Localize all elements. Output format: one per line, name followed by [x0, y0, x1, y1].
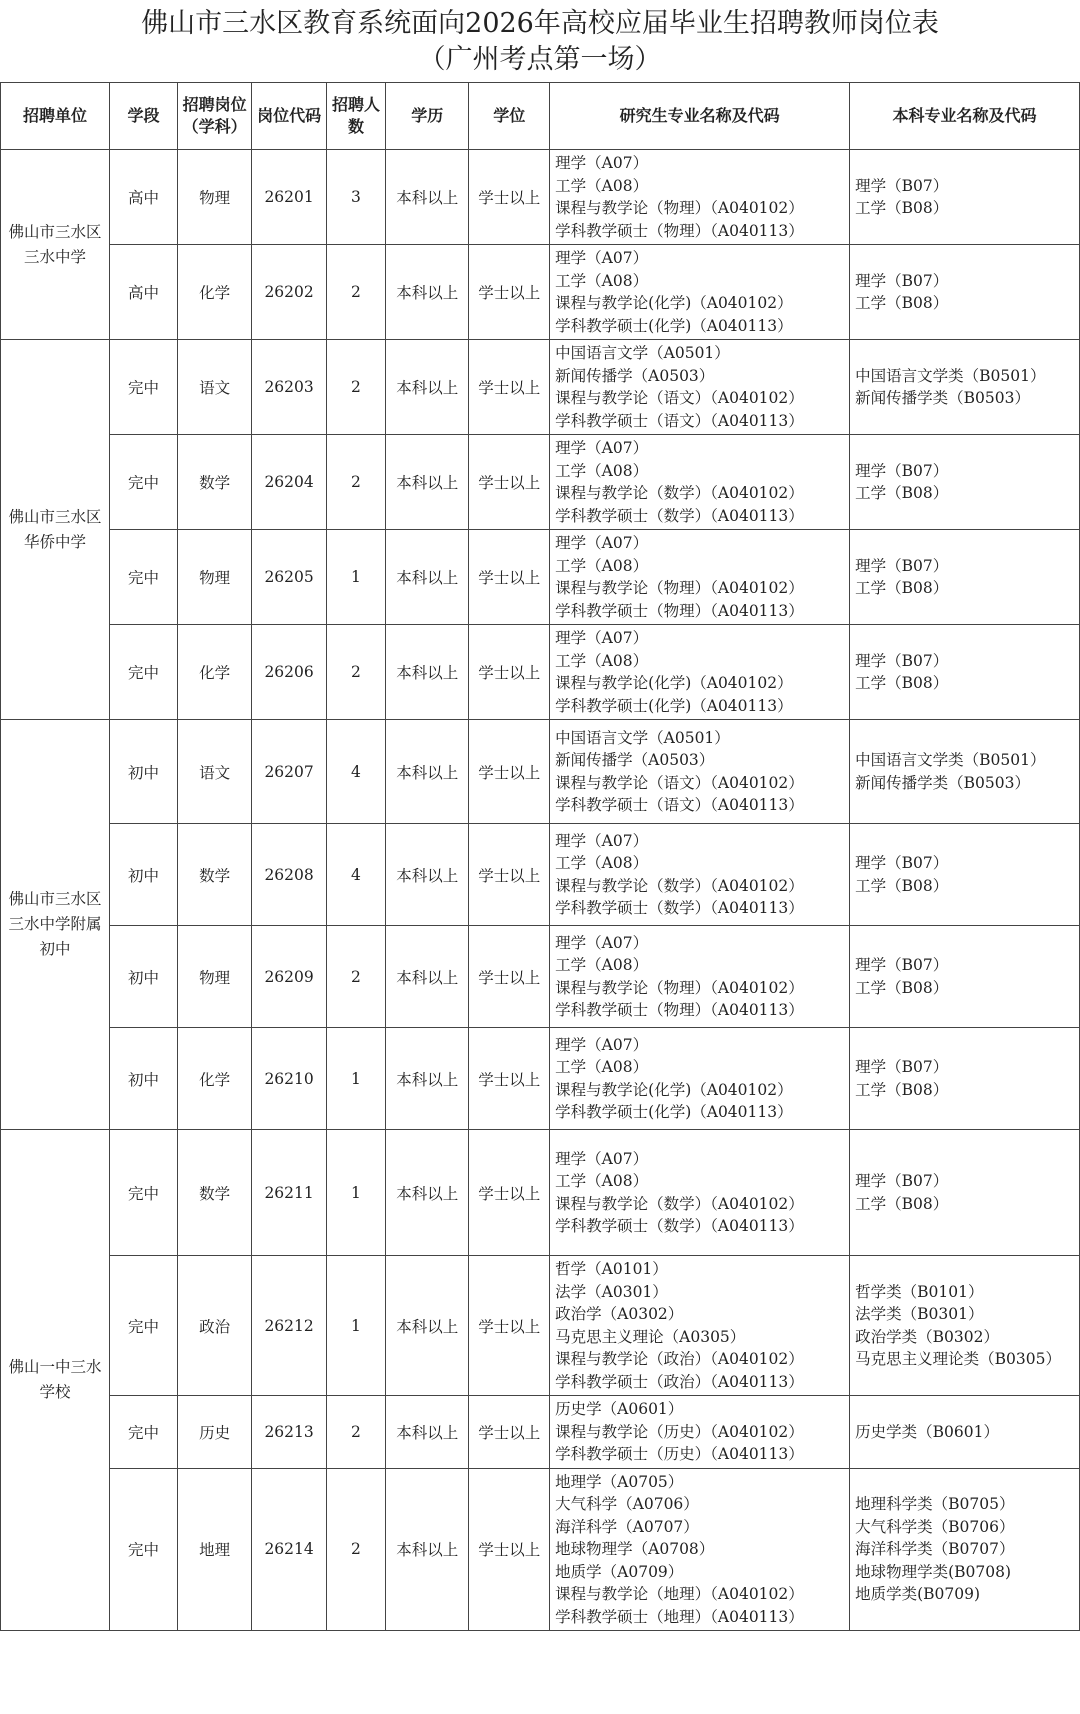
cell-count: 2 [326, 1396, 385, 1469]
major-item: 理学（A07） [555, 831, 649, 850]
cell-degree: 学士以上 [469, 1468, 550, 1631]
major-item: 理学（B07） [855, 556, 949, 575]
major-item: 课程与教学论（数学）（A040102） [555, 484, 804, 502]
major-item: 法学类（B0301） [855, 1305, 984, 1323]
cell-stage: 初中 [109, 720, 177, 824]
cell-undergraduate-majors [850, 340, 1080, 435]
cell-graduate-majors [550, 926, 850, 1028]
major-item: 学科教学硕士(化学)（A040113） [555, 696, 793, 715]
cell-degree: 学士以上 [469, 530, 550, 625]
cell-edu: 本科以上 [386, 530, 469, 625]
major-item: 工学（B08） [855, 579, 949, 597]
cell-subject: 政治 [177, 1256, 251, 1396]
cell-subject: 物理 [177, 926, 251, 1028]
cell-code: 26207 [252, 720, 326, 824]
major-item: 学科教学硕士（数学）（A040113） [555, 899, 804, 917]
major-item: 学科教学硕士（物理）（A040113） [555, 221, 804, 240]
cell-undergraduate-majors [850, 1468, 1080, 1631]
cell-undergraduate-majors [850, 245, 1080, 340]
table-row [1, 435, 1080, 530]
major-item: 课程与教学论（语文）（A040102） [555, 773, 804, 792]
unit-name: 佛山市三水区三水中学附属初中 [1, 720, 110, 1130]
cell-count: 4 [326, 720, 385, 824]
cell-edu: 本科以上 [386, 824, 469, 926]
header-row [1, 83, 1080, 150]
cell-code: 26210 [252, 1028, 326, 1130]
table-row [1, 1256, 1080, 1396]
table-row [1, 720, 1080, 824]
major-item: 中国语言文学类（B0501） [855, 751, 1046, 769]
cell-stage: 完中 [109, 435, 177, 530]
cell-edu: 本科以上 [386, 1396, 469, 1469]
table-row [1, 1028, 1080, 1130]
cell-stage: 完中 [109, 1468, 177, 1631]
major-item: 马克思主义理论（A0305） [555, 1327, 746, 1346]
major-item: 课程与教学论（物理）（A040102） [555, 579, 804, 597]
cell-count: 2 [326, 435, 385, 530]
major-item: 学科教学硕士（政治）（A040113） [555, 1372, 804, 1391]
cell-undergraduate-majors [850, 530, 1080, 625]
cell-count: 2 [326, 245, 385, 340]
major-item: 新闻传播学（A0503） [555, 751, 715, 769]
cell-count: 1 [326, 1256, 385, 1396]
major-item: 地球物理学（A0708） [555, 1540, 715, 1558]
cell-code: 26206 [252, 625, 326, 720]
major-item: 理学（A07） [555, 629, 649, 647]
cell-undergraduate-majors [850, 150, 1080, 245]
major-item: 课程与教学论（地理）（A040102） [555, 1585, 804, 1603]
cell-graduate-majors [550, 530, 850, 625]
major-item: 理学（A07） [555, 933, 649, 952]
major-item: 中国语言文学类（B0501） [855, 366, 1046, 385]
cell-edu: 本科以上 [386, 926, 469, 1028]
cell-stage: 初中 [109, 926, 177, 1028]
cell-subject: 化学 [177, 245, 251, 340]
major-item: 学科教学硕士（语文）（A040113） [555, 411, 804, 430]
cell-subject: 化学 [177, 625, 251, 720]
cell-stage: 完中 [109, 340, 177, 435]
cell-subject: 历史 [177, 1396, 251, 1469]
cell-code: 26203 [252, 340, 326, 435]
page-title [0, 0, 1080, 82]
cell-graduate-majors [550, 245, 850, 340]
major-item: 理学（B07） [855, 1058, 949, 1076]
cell-undergraduate-majors [850, 435, 1080, 530]
cell-graduate-majors [550, 1028, 850, 1130]
major-item: 理学（B07） [855, 176, 949, 195]
cell-degree: 学士以上 [469, 1396, 550, 1469]
header-subject: 招聘岗位（学科） [177, 83, 251, 150]
header-count: 招聘人数 [326, 83, 385, 150]
major-item: 理学（B07） [855, 271, 949, 290]
major-item: 课程与教学论(化学)（A040102） [555, 1080, 793, 1099]
major-item: 工学（B08） [855, 1080, 949, 1099]
cell-stage: 完中 [109, 530, 177, 625]
major-item: 历史学（A0601） [555, 1400, 684, 1418]
major-item: 理学（B07） [855, 1172, 949, 1190]
major-item: 课程与教学论（物理）（A040102） [555, 199, 804, 217]
major-item: 学科教学硕士（语文）（A040113） [555, 796, 804, 814]
unit-name: 佛山一中三水学校 [1, 1130, 110, 1631]
cell-degree: 学士以上 [469, 150, 550, 245]
major-item: 新闻传播学类（B0503） [855, 389, 1030, 407]
major-item: 学科教学硕士（数学）（A040113） [555, 506, 804, 525]
header-graduate-major: 研究生专业名称及代码 [550, 83, 850, 150]
cell-undergraduate-majors [850, 1130, 1080, 1256]
major-item: 海洋科学（A0707） [555, 1517, 699, 1536]
cell-degree: 学士以上 [469, 1256, 550, 1396]
header-stage: 学段 [109, 83, 177, 150]
major-item: 课程与教学论(化学)（A040102） [555, 674, 793, 692]
major-item: 法学（A0301） [555, 1282, 668, 1301]
major-item: 工学（A08） [555, 176, 649, 195]
table-row [1, 1130, 1080, 1256]
cell-code: 26209 [252, 926, 326, 1028]
cell-stage: 完中 [109, 1256, 177, 1396]
cell-undergraduate-majors [850, 1256, 1080, 1396]
major-item: 课程与教学论（物理）（A040102） [555, 978, 804, 997]
cell-stage: 初中 [109, 1028, 177, 1130]
cell-graduate-majors [550, 625, 850, 720]
cell-subject: 语文 [177, 720, 251, 824]
cell-stage: 完中 [109, 1396, 177, 1469]
cell-code: 26208 [252, 824, 326, 926]
cell-subject: 物理 [177, 150, 251, 245]
major-item: 理学（B07） [855, 651, 949, 670]
major-item: 理学（A07） [555, 154, 649, 172]
major-item: 理学（A07） [555, 249, 649, 267]
cell-edu: 本科以上 [386, 150, 469, 245]
unit-name: 佛山市三水区三水中学 [1, 150, 110, 340]
major-item: 工学（B08） [855, 978, 949, 997]
header-undergraduate-major: 本科专业名称及代码 [850, 83, 1080, 150]
major-item: 工学（B08） [855, 1194, 949, 1213]
cell-subject: 地理 [177, 1468, 251, 1631]
cell-stage: 完中 [109, 625, 177, 720]
cell-stage: 完中 [109, 1130, 177, 1256]
table-row [1, 1468, 1080, 1631]
major-item: 工学（A08） [555, 1172, 649, 1190]
cell-degree: 学士以上 [469, 1028, 550, 1130]
major-item: 哲学（A0101） [555, 1260, 668, 1278]
major-item: 课程与教学论(化学)（A040102） [555, 294, 793, 312]
major-item: 工学（B08） [855, 199, 949, 217]
major-item: 大气科学（A0706） [555, 1495, 699, 1513]
table-row [1, 1396, 1080, 1469]
major-item: 工学（B08） [855, 674, 949, 692]
cell-edu: 本科以上 [386, 1130, 469, 1256]
cell-code: 26214 [252, 1468, 326, 1631]
title-line-1: 佛山市三水区教育系统面向2026年高校应届毕业生招聘教师岗位表 [141, 8, 939, 39]
major-item: 大气科学类（B0706） [855, 1517, 1015, 1536]
cell-code: 26211 [252, 1130, 326, 1256]
title-line-2: （广州考点第一场） [418, 44, 662, 75]
cell-graduate-majors [550, 720, 850, 824]
cell-graduate-majors [550, 1130, 850, 1256]
major-item: 工学（A08） [555, 956, 649, 974]
table-row [1, 340, 1080, 435]
table-row [1, 625, 1080, 720]
cell-undergraduate-majors [850, 720, 1080, 824]
major-item: 课程与教学论（历史）（A040102） [555, 1422, 804, 1441]
cell-count: 1 [326, 530, 385, 625]
header-education: 学历 [386, 83, 469, 150]
cell-undergraduate-majors [850, 824, 1080, 926]
cell-graduate-majors [550, 1468, 850, 1631]
major-item: 学科教学硕士(化学)（A040113） [555, 316, 793, 335]
major-item: 地质学类(B0709) [855, 1585, 981, 1603]
cell-edu: 本科以上 [386, 435, 469, 530]
cell-subject: 语文 [177, 340, 251, 435]
major-item: 历史学类（B0601） [855, 1422, 999, 1441]
cell-count: 2 [326, 1468, 385, 1631]
cell-count: 2 [326, 926, 385, 1028]
major-item: 地质学（A0709） [555, 1562, 684, 1581]
cell-edu: 本科以上 [386, 245, 469, 340]
cell-undergraduate-majors [850, 1396, 1080, 1469]
cell-code: 26205 [252, 530, 326, 625]
cell-stage: 高中 [109, 245, 177, 340]
cell-undergraduate-majors [850, 625, 1080, 720]
major-item: 政治学类（B0302） [855, 1327, 999, 1346]
cell-subject: 数学 [177, 1130, 251, 1256]
cell-degree: 学士以上 [469, 824, 550, 926]
major-item: 学科教学硕士（地理）（A040113） [555, 1607, 804, 1626]
major-item: 工学（A08） [555, 556, 649, 575]
cell-graduate-majors [550, 435, 850, 530]
cell-subject: 化学 [177, 1028, 251, 1130]
cell-code: 26213 [252, 1396, 326, 1469]
cell-subject: 数学 [177, 435, 251, 530]
cell-subject: 数学 [177, 824, 251, 926]
major-item: 学科教学硕士（数学）（A040113） [555, 1217, 804, 1235]
cell-stage: 初中 [109, 824, 177, 926]
cell-graduate-majors [550, 1256, 850, 1396]
cell-graduate-majors [550, 150, 850, 245]
cell-undergraduate-majors [850, 1028, 1080, 1130]
major-item: 理学（A07） [555, 534, 649, 552]
cell-edu: 本科以上 [386, 720, 469, 824]
major-item: 理学（B07） [855, 461, 949, 480]
header-code: 岗位代码 [252, 83, 326, 150]
major-item: 新闻传播学（A0503） [555, 366, 715, 385]
major-item: 理学（B07） [855, 854, 949, 872]
major-item: 学科教学硕士（物理）（A040113） [555, 601, 804, 620]
major-item: 地球物理学类(B0708) [855, 1562, 1012, 1581]
cell-edu: 本科以上 [386, 1256, 469, 1396]
table-row [1, 824, 1080, 926]
cell-code: 26212 [252, 1256, 326, 1396]
major-item: 课程与教学论（数学）（A040102） [555, 1194, 804, 1213]
table-row [1, 926, 1080, 1028]
cell-count: 1 [326, 1028, 385, 1130]
cell-degree: 学士以上 [469, 720, 550, 824]
major-item: 工学（B08） [855, 876, 949, 895]
cell-edu: 本科以上 [386, 340, 469, 435]
major-item: 工学（A08） [555, 1058, 649, 1076]
table-row [1, 150, 1080, 245]
table-row [1, 245, 1080, 340]
major-item: 马克思主义理论类（B0305） [855, 1350, 1061, 1368]
major-item: 地理科学类（B0705） [855, 1495, 1015, 1513]
cell-degree: 学士以上 [469, 245, 550, 340]
major-item: 工学（B08） [855, 294, 949, 312]
header-degree: 学位 [469, 83, 550, 150]
cell-count: 3 [326, 150, 385, 245]
table-row [1, 530, 1080, 625]
cell-degree: 学士以上 [469, 926, 550, 1028]
cell-code: 26204 [252, 435, 326, 530]
major-item: 理学（B07） [855, 956, 949, 974]
major-item: 课程与教学论（数学）（A040102） [555, 876, 804, 895]
cell-graduate-majors [550, 824, 850, 926]
major-item: 海洋科学类（B0707） [855, 1540, 1015, 1558]
major-item: 课程与教学论（政治）（A040102） [555, 1350, 804, 1368]
major-item: 工学（A08） [555, 461, 649, 480]
major-item: 中国语言文学（A0501） [555, 344, 730, 362]
cell-edu: 本科以上 [386, 1468, 469, 1631]
unit-name: 佛山市三水区华侨中学 [1, 340, 110, 720]
cell-stage: 高中 [109, 150, 177, 245]
major-item: 课程与教学论（语文）（A040102） [555, 389, 804, 407]
header-unit: 招聘单位 [1, 83, 110, 150]
major-item: 工学（A08） [555, 271, 649, 290]
cell-degree: 学士以上 [469, 625, 550, 720]
major-item: 工学（A08） [555, 854, 649, 872]
cell-code: 26202 [252, 245, 326, 340]
major-item: 地理学（A0705） [555, 1472, 684, 1491]
major-item: 哲学类（B0101） [855, 1282, 984, 1301]
cell-degree: 学士以上 [469, 1130, 550, 1256]
major-item: 中国语言文学（A0501） [555, 728, 730, 747]
major-item: 新闻传播学类（B0503） [855, 773, 1030, 792]
major-item: 工学（A08） [555, 651, 649, 670]
cell-edu: 本科以上 [386, 1028, 469, 1130]
cell-edu: 本科以上 [386, 625, 469, 720]
major-item: 学科教学硕士（历史）（A040113） [555, 1445, 804, 1463]
cell-count: 1 [326, 1130, 385, 1256]
cell-degree: 学士以上 [469, 435, 550, 530]
major-item: 理学（A07） [555, 1035, 649, 1054]
cell-degree: 学士以上 [469, 340, 550, 435]
cell-graduate-majors [550, 1396, 850, 1469]
major-item: 工学（B08） [855, 484, 949, 502]
cell-count: 4 [326, 824, 385, 926]
major-item: 政治学（A0302） [555, 1305, 684, 1323]
cell-count: 2 [326, 625, 385, 720]
cell-undergraduate-majors [850, 926, 1080, 1028]
recruitment-table [0, 82, 1080, 1631]
major-item: 理学（A07） [555, 1149, 649, 1168]
cell-graduate-majors [550, 340, 850, 435]
major-item: 学科教学硕士(化学)（A040113） [555, 1103, 793, 1121]
cell-subject: 物理 [177, 530, 251, 625]
cell-count: 2 [326, 340, 385, 435]
major-item: 学科教学硕士（物理）（A040113） [555, 1001, 804, 1019]
cell-code: 26201 [252, 150, 326, 245]
major-item: 理学（A07） [555, 439, 649, 457]
